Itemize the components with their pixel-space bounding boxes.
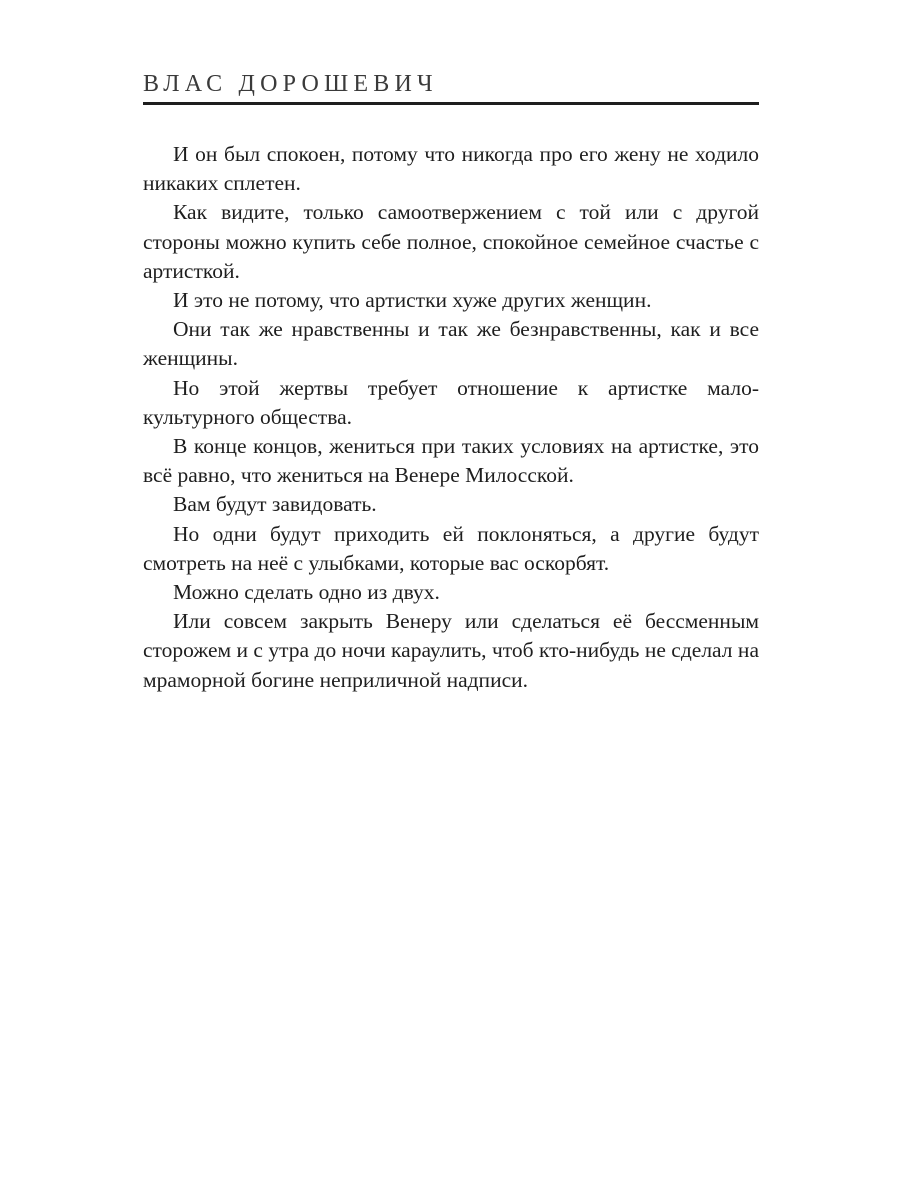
paragraph: Или совсем закрыть Венеру или сделаться её бессменным сторожем и с утра до ночи караулить, чтоб кто-нибудь не сделал на мраморной богине неприличной надписи. xyxy=(143,609,759,692)
paragraph: Но одни будут приходить ей поклоняться, а другие будут смотреть на неё с улыбками, которые вас оскорбят. xyxy=(143,521,759,575)
page-body xyxy=(143,140,759,695)
paragraph: В конце концов, жениться при таких условиях на артистке, это всё равно, что жениться на Венере Милосской. xyxy=(143,434,759,488)
header-rule xyxy=(143,102,759,105)
paragraph: Можно сделать одно из двух. xyxy=(173,580,440,605)
paragraph: Вам будут завидовать. xyxy=(173,492,377,517)
paragraph: Как видите, только самоотвержением с той или с другой стороны можно купить себе полное, спокойное семейное счастье с артисткой. xyxy=(143,200,759,283)
paragraph: Они так же нравственны и так же безнравственны, как и все женщины. xyxy=(143,317,759,371)
author-name: ВЛАС ДОРОШЕВИЧ xyxy=(143,71,438,97)
paragraph: И это не потому, что артистки хуже других женщин. xyxy=(173,288,652,313)
paragraph: Но этой жертвы требует отношение к артистке малокультурного общества. xyxy=(143,375,759,429)
running-head xyxy=(143,70,759,110)
paragraph: И он был спокоен, потому что никогда про его жену не ходило никаких сплетен. xyxy=(143,142,759,196)
